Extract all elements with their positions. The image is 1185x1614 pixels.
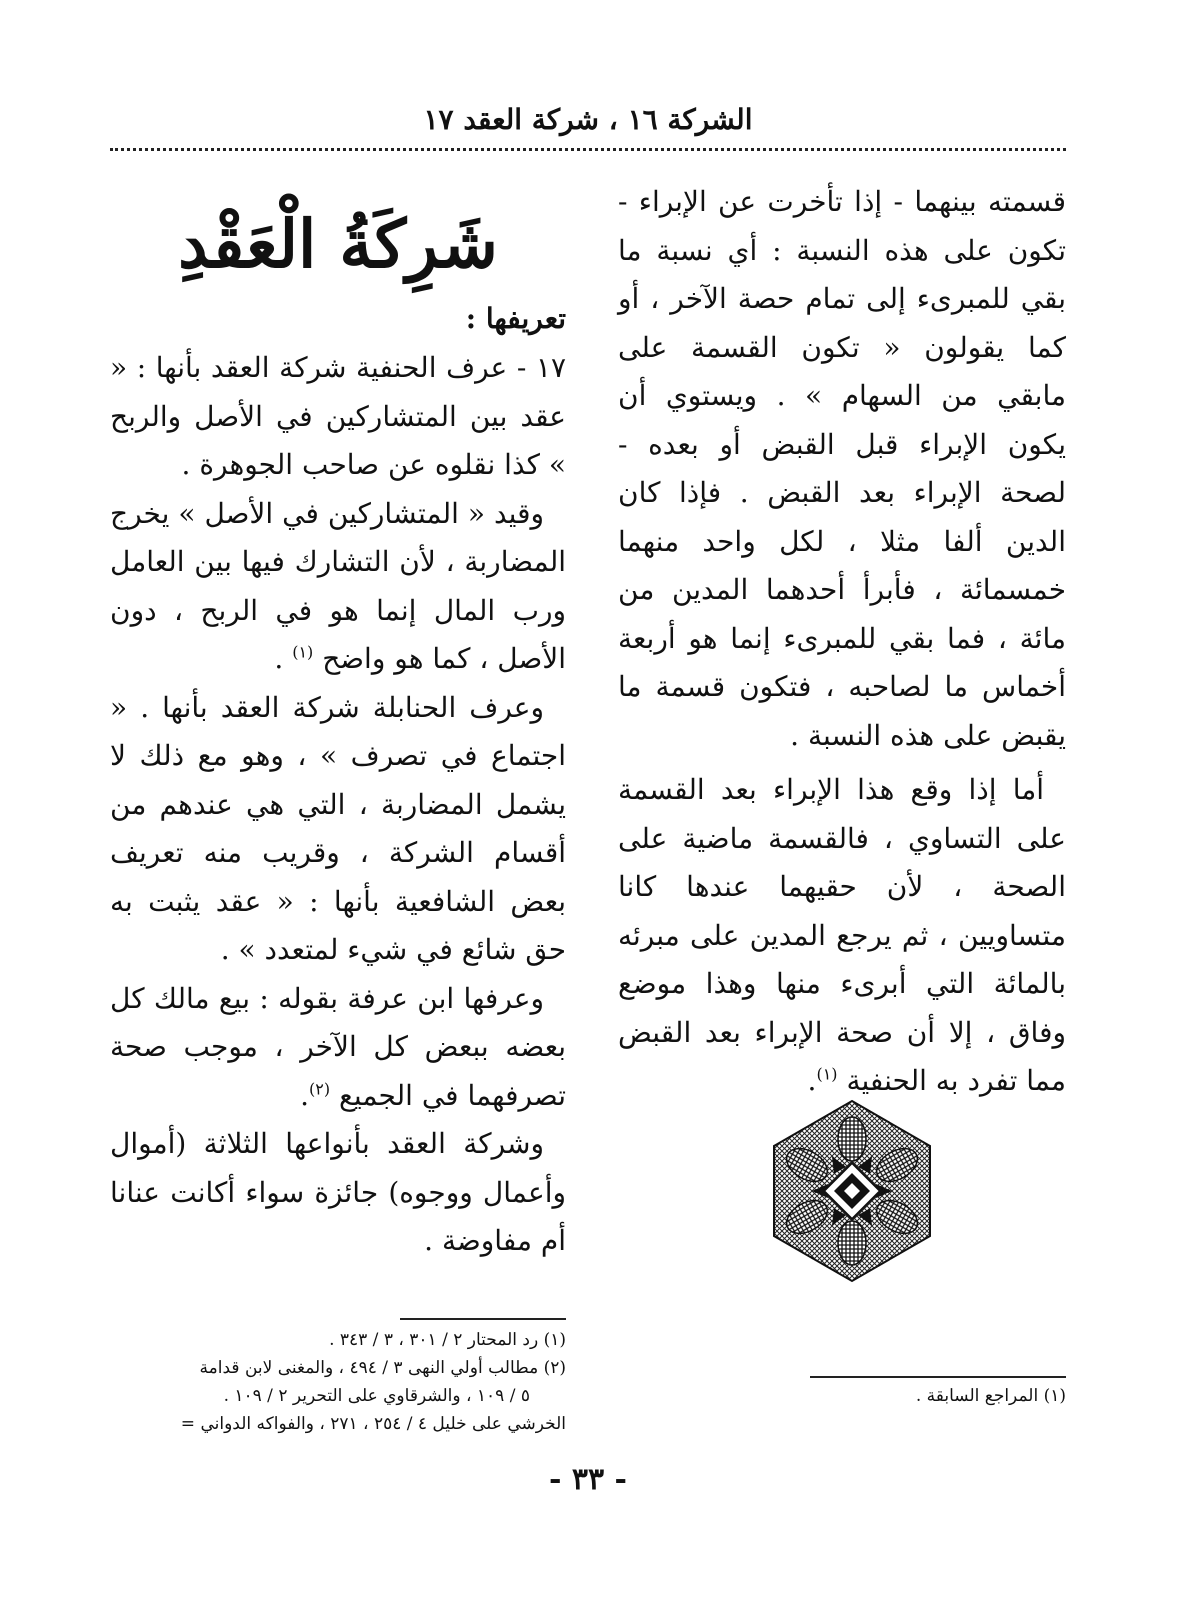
footnote-continuation: الخرشي على خليل ٤ / ٢٥٤ ، ٢٧١ ، والفواكه الدواني = xyxy=(180,1414,566,1434)
right-paragraph-2 xyxy=(618,766,1066,1106)
definition-subheading: تعريفها : xyxy=(465,302,566,335)
footnote-1: (١) رد المحتار ٢ / ٣٠١ ، ٣ / ٣٤٣ . xyxy=(329,1330,566,1350)
page-number: - ٣٣ - xyxy=(548,1462,628,1497)
footnote-ref-1: (١) xyxy=(292,642,314,662)
header-dotted-rule xyxy=(110,148,1066,151)
section-title: شَرِكَةُ الْعَقْدِ xyxy=(178,205,498,283)
left-column xyxy=(110,178,566,1266)
right-column xyxy=(618,178,1066,1106)
left-paragraph-2 xyxy=(110,490,566,684)
right-paragraph-2-end: . xyxy=(807,1064,817,1097)
footnote-2-continued: ٥ / ١٠٩ ، والشرقاوي على التحرير ٢ / ١٠٩ . xyxy=(223,1386,530,1406)
running-header: الشركة ١٦ ، شركة العقد ١٧ xyxy=(423,103,753,136)
left-paragraph-1: ١٧ - عرف الحنفية شركة العقد بأنها : « عقد بين المتشاركين في الأصل والربح » كذا نقلوه عن صاحب الجوهرة . xyxy=(110,351,566,481)
left-paragraph-4-text: وعرفها ابن عرفة بقوله : بيع مالك كل بعضه ببعض كل الآخر ، موجب صحة تصرفهما في الجميع xyxy=(110,981,566,1112)
left-paragraph-4-end: . xyxy=(300,1078,310,1112)
left-paragraph-2-end: . xyxy=(274,642,284,675)
right-paragraph-1: قسمته بينهما - إذا تأخرت عن الإبراء - تكون على هذه النسبة : أي نسبة ما بقي للمبرىء إلى تمام حصة الآخر ، أو كما يقولون « تكون القسمة على مابقي من السهام » . ويستوي أن يكون الإبراء قبل القبض أو بعده - لصحة الإبراء بعد القبض . فإذا كان الدين ألفا مثلا ، لكل واحد منهما خمسمائة ، فأبرأ أحدهما المدين من مائة ، فما بقي للمبرىء إنما هو أربعة أخماس ما لصاحبه ، فتكون قسمة ما يقبض على هذه النسبة . xyxy=(618,185,1066,752)
left-paragraph-2-text: وقيد « المتشاركين في الأصل » يخرج المضاربة ، لأن التشارك فيها بين العامل ورب المال إنما هو في الربح ، دون الأصل ، كما هو واضح xyxy=(110,496,566,675)
left-paragraph-4 xyxy=(110,975,566,1121)
left-paragraph-5: وشركة العقد بأنواعها الثلاثة (أموال وأعمال ووجوه) جائزة سواء أكانت عنانا أم مفاوضة . xyxy=(110,1127,566,1257)
islamic-star-ornament-icon xyxy=(757,1096,947,1286)
footnote-ref-2: (٢) xyxy=(309,1079,331,1099)
right-paragraph-2-text: أما إذا وقع هذا الإبراء بعد القسمة على التساوي ، فالقسمة ماضية على الصحة ، لأن حقيهما عندها كانا متساويين ، ثم يرجع المدين على مبرئه بالمائة التي أبرىء منها وهذا موضع وفاق ، إلا أن صحة الإبراء بعد القبض مما تفرد به الحنفية xyxy=(618,773,1066,1097)
footnote-ref-1: (١) xyxy=(816,1064,838,1084)
footnote-divider-left xyxy=(400,1318,566,1320)
left-footnotes xyxy=(110,1326,566,1438)
footnote-2: (٢) مطالب أولي النهى ٣ / ٤٩٤ ، والمغنى لابن قدامة xyxy=(199,1358,566,1378)
left-paragraph-3: وعرف الحنابلة شركة العقد بأنها . « اجتماع في تصرف » ، وهو مع ذلك لا يشمل المضاربة ، التي هي عندهم من أقسام الشركة ، وقريب منه تعريف بعض الشافعية بأنها : « عقد يثبت به حق شائع في شيء لمتعدد » . xyxy=(110,690,566,966)
footnote-divider-right xyxy=(810,1376,1066,1378)
right-footnotes xyxy=(618,1382,1066,1410)
footnote-1: (١) المراجع السابقة . xyxy=(915,1386,1066,1406)
